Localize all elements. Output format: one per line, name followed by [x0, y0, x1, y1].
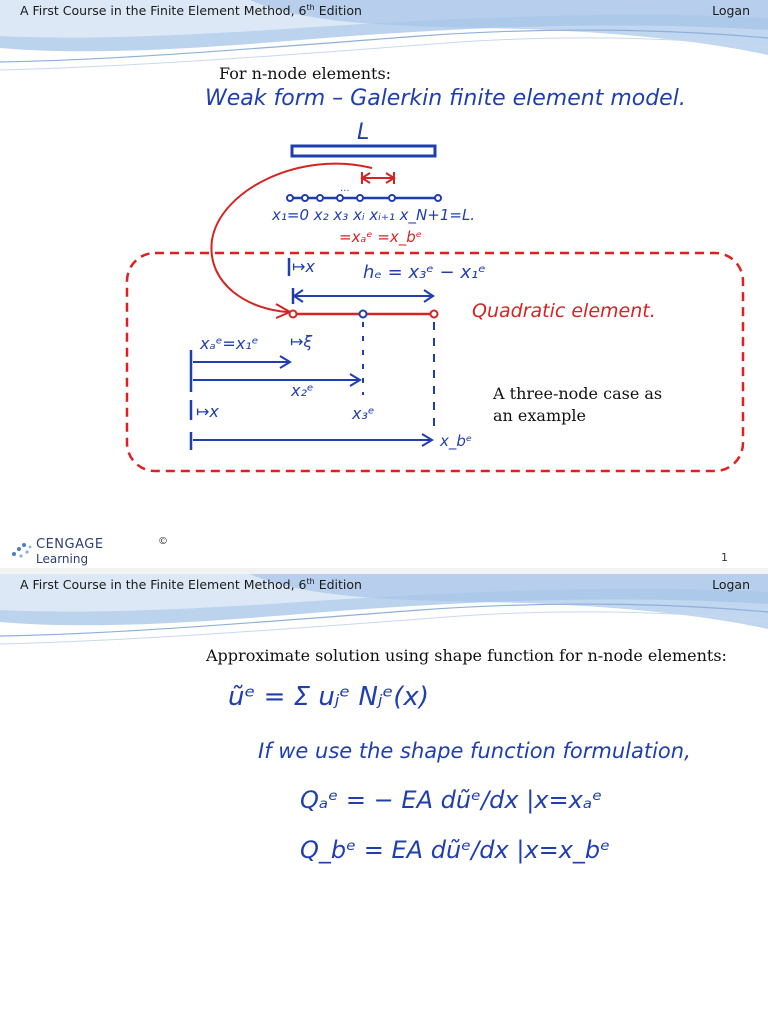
handwritten-red-equals: =xₐᵉ =x_bᵉ: [339, 228, 423, 246]
handwritten-x2e: x₂ᵉ: [291, 381, 314, 400]
page-number: 1: [721, 551, 728, 564]
cengage-dots-icon: [10, 540, 34, 560]
handwritten-x3e: x₃ᵉ: [352, 404, 375, 423]
copyright-mark: ©: [158, 536, 168, 547]
header-title: A First Course in the Finite Element Method, 6th Edition: [20, 3, 362, 19]
header-author: Logan: [712, 577, 750, 592]
handwritten-approx-eq: ũᵉ = Σ uⱼᵉ Nⱼᵉ(x): [228, 682, 429, 712]
handwritten-formulation: If we use the shape function formulation,: [258, 739, 691, 763]
handwritten-title: Weak form – Galerkin finite element model.: [205, 86, 686, 111]
slide-2: [0, 574, 768, 1024]
handwritten-qb-eq: Q_bᵉ = EA dũᵉ/dx |x=x_bᵉ: [300, 836, 611, 864]
handwritten-xbe: x_bᵉ: [440, 432, 473, 450]
handwritten-he: hₑ = x₃ᵉ − x₁ᵉ: [363, 262, 486, 283]
slide-heading: For n-node elements:: [219, 64, 392, 83]
handwritten-node-labels: x₁=0 x₂ x₃ xᵢ xᵢ₊₁ x_N+1=L.: [272, 206, 476, 224]
handwritten-xi: ↦ξ: [290, 332, 313, 351]
svg-text:...: ...: [340, 183, 350, 194]
logo-text-cengage: CENGAGE: [36, 537, 104, 552]
example-note: A three-node case as an example: [493, 384, 663, 425]
header-title: A First Course in the Finite Element Method, 6th Edition: [20, 577, 362, 593]
handwritten-x1e: xₐᵉ=x₁ᵉ: [200, 334, 259, 353]
handwritten-length: L: [357, 120, 370, 145]
handwritten-xaxis-top: ↦x: [292, 257, 315, 276]
slide-heading: Approximate solution using shape function for n-node elements:: [206, 646, 727, 665]
logo-text-learning: Learning: [36, 552, 89, 566]
handwritten-xaxis-bottom: ↦x: [196, 402, 219, 421]
handwritten-qa-eq: Qₐᵉ = − EA dũᵉ/dx |x=xₐᵉ: [300, 786, 603, 814]
handwritten-quadratic: Quadratic element.: [472, 300, 656, 322]
header-author: Logan: [712, 3, 750, 18]
